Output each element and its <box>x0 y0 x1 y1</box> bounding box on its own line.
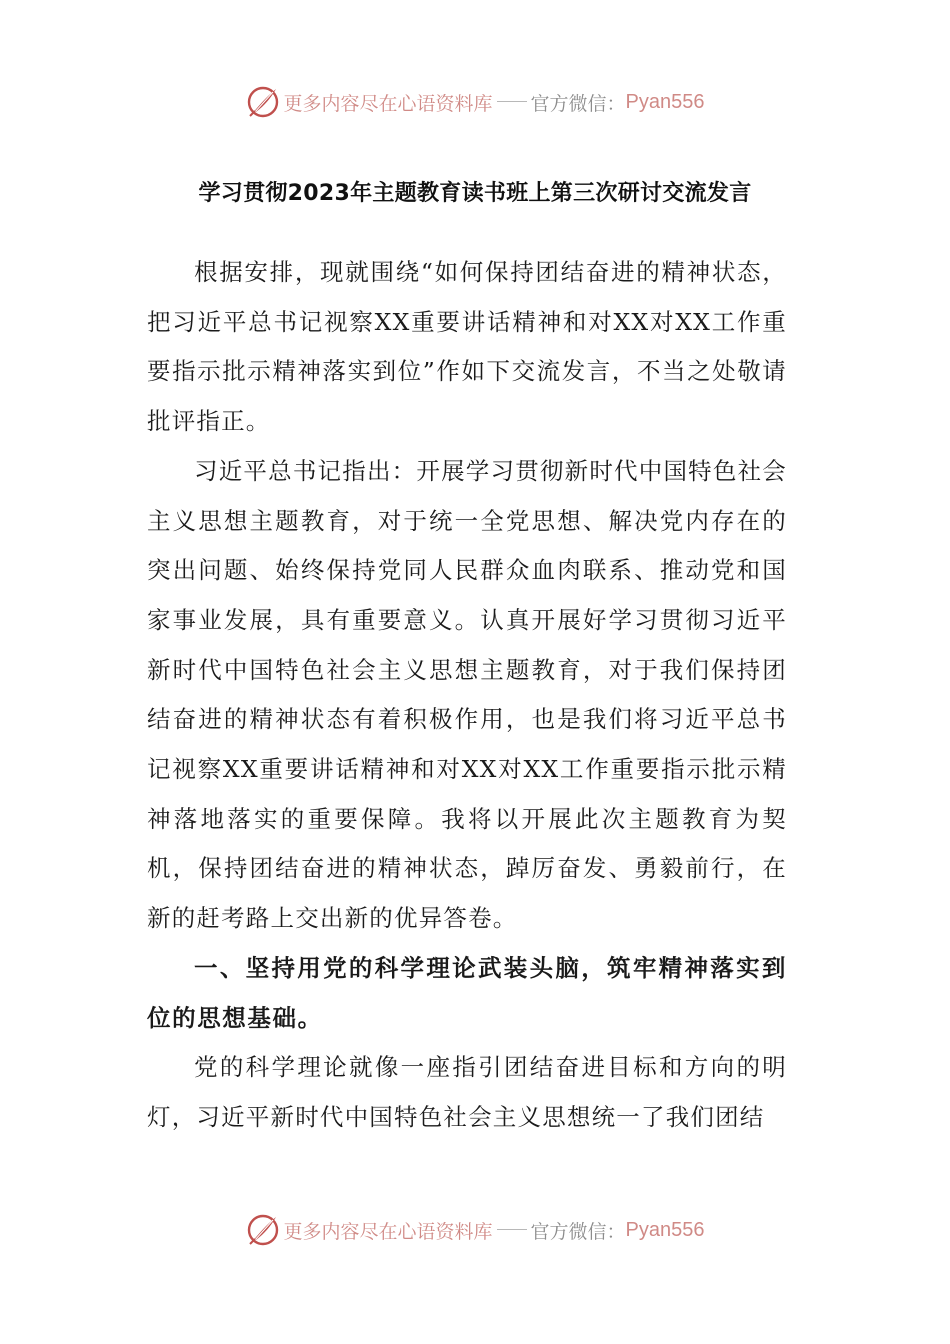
document-body <box>147 248 787 1143</box>
header-site-name: 更多内容尽在心语资料库 <box>283 92 493 115</box>
footer-wechat-label: 官方微信： <box>530 1220 626 1243</box>
feather-pen-logo-icon <box>246 1213 280 1247</box>
footer-wechat-id: Pyan556 <box>625 1218 705 1241</box>
header-banner <box>0 82 950 122</box>
footer-dash-divider <box>497 1229 527 1230</box>
footer-banner <box>0 1210 950 1250</box>
header-wechat-label: 官方微信： <box>530 92 626 115</box>
header-wechat-id: Pyan556 <box>625 90 705 113</box>
paragraph-section-1: 党的科学理论就像一座指引团结奋进目标和方向的明灯，习近平新时代中国特色社会主义思想统一了我们团结 <box>147 1053 787 1131</box>
paragraph-intro: 根据安排，现就围绕“如何保持团结奋进的精神状态，把习近平总书记视察XX重要讲话精神和对XX对XX工作重要指示批示精神落实到位”作如下交流发言，不当之处敬请批评指正。 <box>147 258 787 436</box>
paragraph-quote: 习近平总书记指出：开展学习贯彻新时代中国特色社会主义思想主题教育，对于统一全党思想、解决党内存在的突出问题、始终保持党同人民群众血肉联系、推动党和国家事业发展，具有重要意义。认真开展好学习贯彻习近平新时代中国特色社会主义思想主题教育，对于我们保持团结奋进的精神状态有着积极作用，也是我们将习近平总书记视察XX重要讲话精神和对XX对XX工作重要指示批示精神落地落实的重要保障。我将以开展此次主题教育为契机，保持团结奋进的精神状态，踔厉奋发、勇毅前行，在新的赶考路上交出新的优异答卷。 <box>147 456 787 933</box>
document-title: 学习贯彻2023年主题教育读书班上第三次研讨交流发言 <box>198 181 752 206</box>
header-dash-divider <box>497 101 527 102</box>
section-heading-1: 一、坚持用党的科学理论武装头脑，筑牢精神落实到位的思想基础。 <box>147 953 787 1032</box>
feather-pen-logo-icon <box>246 85 280 119</box>
footer-site-name: 更多内容尽在心语资料库 <box>283 1220 493 1243</box>
